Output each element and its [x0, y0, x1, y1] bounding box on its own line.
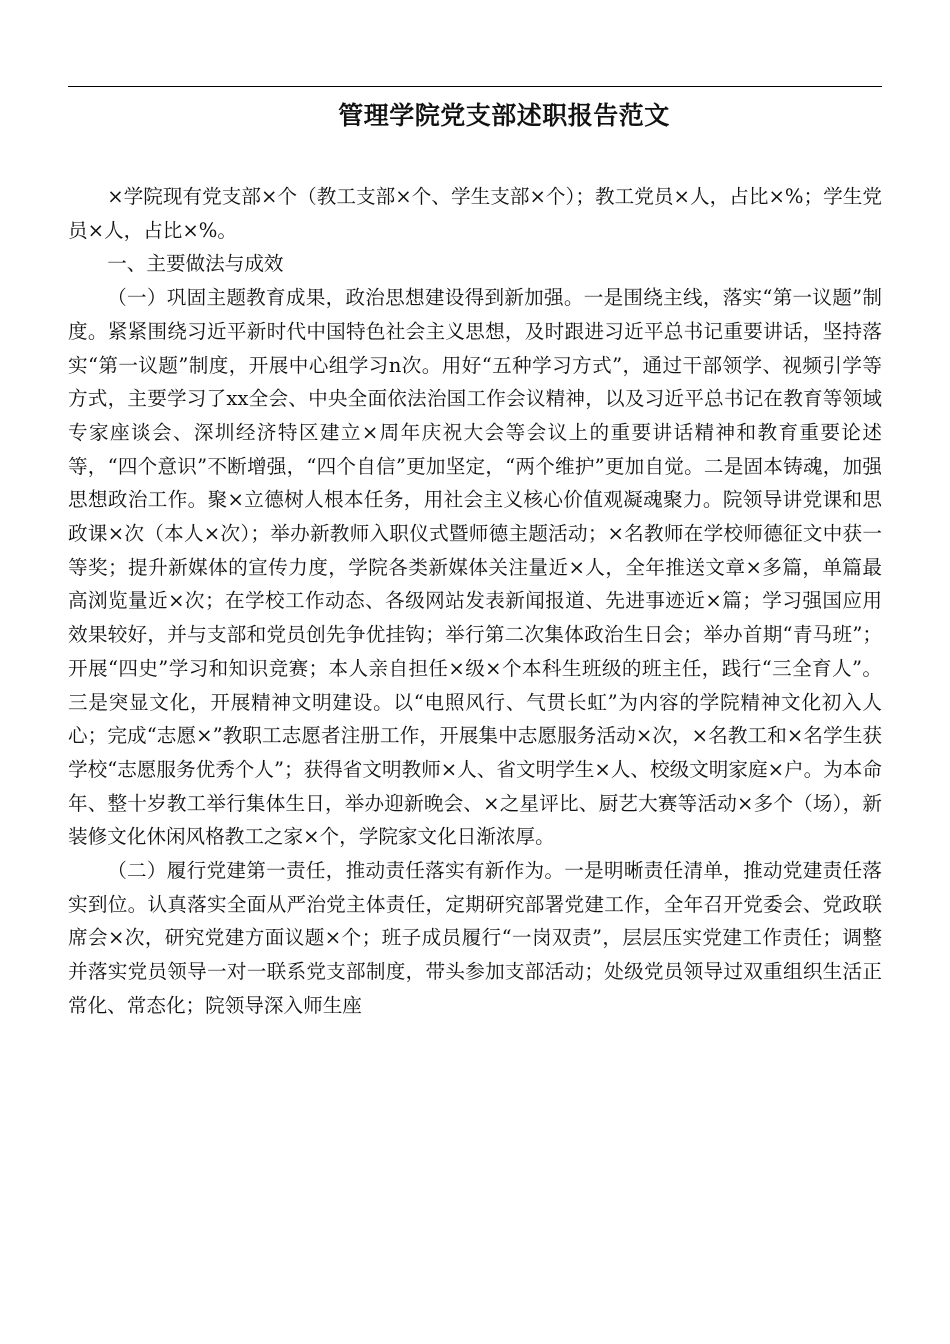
paragraph-subsection-2: （二）履行党建第一责任，推动责任落实有新作为。一是明晰责任清单，推动党建责任落实到位。认真落实全面从严治党主体责任，定期研究部署党建工作，全年召开党委会、党政联席会×次，研究党建方面议题×个；班子成员履行“一岗双责”，层层压实党建工作责任；调整并落实党员领导一对一联系党支部制度，带头参加支部活动；处级党员领导过双重组织生活正常化、常态化；院领导深入师生座 [68, 859, 882, 1017]
header-rule [68, 86, 882, 87]
paragraph-subsection-1: （一）巩固主题教育成果，政治思想建设得到新加强。一是围绕主线，落实“第一议题”制度。紧紧围绕习近平新时代中国特色社会主义思想，及时跟进习近平总书记重要讲话，坚持落实“第一议题”制度，开展中心组学习n次。用好“五种学习方式”，通过干部领学、视频引学等方式，主要学习了xx全会、中央全面依法治国工作会议精神，以及习近平总书记在教育等领域专家座谈会、深圳经济特区建立×周年庆祝大会等会议上的重要讲话精神和教育重要论述等，“四个意识”不断增强，“四个自信”更加坚定，“两个维护”更加自觉。二是固本铸魂，加强思想政治工作。聚×立德树人根本任务，用社会主义核心价值观凝魂聚力。院领导讲党课和思政课×次（本人×次）；举办新教师入职仪式暨师德主题活动；×名教师在学校师德征文中获一等奖；提升新媒体的宣传力度，学院各类新媒体关注量近×人，全年推送文章×多篇，单篇最高浏览量近×次；在学校工作动态、各级网站发表新闻报道、先进事迹近×篇；学习强国应用效果较好，并与支部和党员创先争优挂钩；举行第二次集体政治生日会；举办首期“青马班”；开展“四史”学习和知识竞赛；本人亲自担任×级×个本科生班级的班主任，践行“三全育人”。三是突显文化，开展精神文明建设。以“电照风行、气贯长虹”为内容的学院精神文化初入人心；完成“志愿×”教职工志愿者注册工作，开展集中志愿服务活动×次，×名教工和×名学生获学校“志愿服务优秀个人”；获得省文明教师×人、省文明学生×人、校级文明家庭×户。为本命年、整十岁教工举行集体生日，举办迎新晚会、×之星评比、厨艺大赛等活动×多个（场），新装修文化休闲风格教工之家×个，学院家文化日渐浓厚。 [68, 286, 882, 849]
document-body [68, 180, 882, 1023]
document-title: 管理学院党支部述职报告范文 [338, 101, 670, 130]
section-heading-1: 一、主要做法与成效 [107, 252, 284, 276]
paragraph-intro: ×学院现有党支部×个（教工支部×个、学生支部×个）；教工党员×人，占比×%；学生党员×人，占比×%。 [68, 185, 882, 242]
